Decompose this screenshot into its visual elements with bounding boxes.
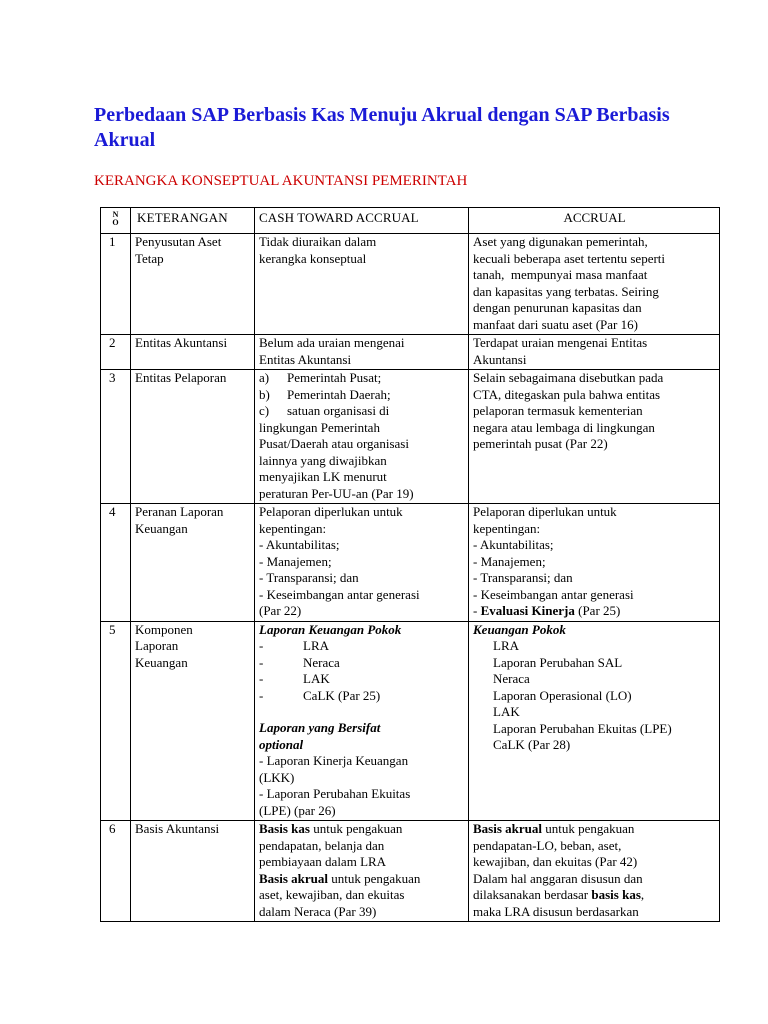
accrual-line: Pelaporan diperlukan untuk	[473, 504, 617, 519]
list-marker: a)	[259, 370, 270, 385]
spacer	[259, 704, 465, 720]
accrual-line: CTA, ditegaskan pula bahwa entitas	[473, 386, 661, 402]
cta-line: - Transparansi; dan	[259, 570, 359, 585]
bold-term: Basis kas	[259, 821, 310, 836]
row-keterangan: Basis Akuntansi	[131, 821, 255, 922]
cta-line: - Laporan Perubahan Ekuitas	[259, 786, 411, 801]
accrual-line: manfaat dari suatu aset (Par 16)	[473, 316, 638, 332]
cta-line: peraturan Per-UU-an (Par 19)	[259, 485, 414, 501]
accrual-line: maka LRA disusun berdasarkan	[473, 903, 639, 919]
accrual-line: - Keseimbangan antar generasi	[473, 586, 634, 602]
list-text: LRA	[303, 638, 329, 653]
list-text: LAK	[303, 671, 330, 686]
cta-list-item	[259, 671, 465, 688]
accrual-line-evaluasi	[473, 603, 716, 620]
accrual-line: - Manajemen;	[473, 553, 546, 569]
cta-line: Pelaporan diperlukan untuk	[259, 504, 403, 519]
cta-line: (LPE) (par 26)	[259, 802, 336, 818]
cta-line: Tidak diuraikan dalam	[259, 234, 377, 249]
accrual-item: Neraca	[493, 671, 530, 686]
bold-term: basis kas	[591, 887, 641, 902]
header-no-bottom: O	[112, 218, 119, 227]
table-row	[101, 821, 720, 922]
accrual-line: negara atau lembaga di lingkungan	[473, 419, 655, 435]
cta-line: dalam Neraca (Par 39)	[259, 903, 377, 919]
table-header-row	[101, 208, 720, 234]
comparison-table	[100, 207, 720, 922]
list-text: Neraca	[303, 654, 340, 670]
line-text: dilaksanakan berdasar	[473, 887, 592, 902]
row-number: 2	[101, 335, 131, 370]
cta-line: Entitas Akuntansi	[259, 351, 352, 367]
cta-line: aset, kewajiban, dan ekuitas	[259, 887, 405, 902]
accrual-line: - Transparansi; dan	[473, 570, 573, 585]
accrual-line: kewajiban, dan ekuitas (Par 42)	[473, 854, 638, 869]
cta-list-item	[259, 688, 465, 705]
cta-line: - Akuntabilitas;	[259, 537, 340, 552]
cta-line: menyajikan LK menurut	[259, 469, 387, 484]
accrual-line: dengan penurunan kapasitas dan	[473, 300, 642, 315]
table-row	[101, 370, 720, 504]
bold-term: Basis akrual	[259, 870, 328, 886]
accrual-item: LRA	[493, 638, 519, 653]
accrual-item: CaLK (Par 28)	[493, 737, 571, 752]
cta-line: - Keseimbangan antar generasi	[259, 586, 420, 602]
cta-list-item-c	[259, 403, 465, 420]
table-row	[101, 234, 720, 335]
accrual-line: tanah, mempunyai masa manfaat	[473, 267, 648, 282]
row-cta	[255, 370, 469, 504]
line-text: untuk pengakuan	[309, 821, 403, 836]
accrual-line: Terdapat uraian mengenai Entitas	[473, 335, 648, 350]
line-text: untuk pengakuan	[328, 870, 421, 886]
keterangan-line: Komponen	[135, 621, 193, 637]
row-cta	[255, 821, 469, 922]
list-marker: c)	[259, 403, 270, 418]
cta-line: kerangka konseptual	[259, 250, 367, 266]
header-cta: CASH TOWARD ACCRUAL	[255, 208, 469, 234]
accrual-item: Laporan Operasional (LO)	[493, 687, 632, 703]
dash-prefix: -	[473, 603, 481, 618]
accrual-line-basis-kas: dilaksanakan berdasar basis kas,	[473, 887, 645, 902]
row-number: 5	[101, 621, 131, 821]
page-title: Perbedaan SAP Berbasis Kas Menuju Akrual dengan SAP Berbasis Akrual	[94, 104, 670, 151]
row-accrual	[469, 621, 720, 821]
reference: (Par 25)	[574, 603, 621, 618]
cta-line: - Manajemen;	[259, 553, 332, 569]
row-keterangan: Penyusutan Aset Tetap	[131, 234, 255, 335]
row-accrual	[469, 370, 720, 504]
list-marker: b)	[259, 386, 270, 402]
header-no	[101, 208, 131, 234]
accrual-heading: Keuangan Pokok	[473, 621, 566, 637]
cta-line: kepentingan:	[259, 520, 327, 536]
cta-line: lingkungan Pemerintah	[259, 419, 380, 435]
row-number: 3	[101, 370, 131, 504]
list-text: Pemerintah Pusat;	[287, 370, 382, 385]
list-dash: -	[259, 671, 264, 686]
row-number: 6	[101, 821, 131, 922]
row-accrual	[469, 335, 720, 370]
cta-line: lainnya yang diwajibkan	[259, 452, 387, 468]
accrual-line: Dalam hal anggaran disusun dan	[473, 870, 643, 886]
cta-line: Pusat/Daerah atau organisasi	[259, 436, 409, 451]
cta-list-item	[259, 638, 465, 655]
row-accrual	[469, 821, 720, 922]
list-text: CaLK (Par 25)	[303, 687, 381, 703]
accrual-line: pelaporan termasuk kementerian	[473, 403, 643, 418]
cta-line: Belum ada uraian mengenai	[259, 335, 405, 350]
row-accrual	[469, 504, 720, 622]
keterangan-line: Keuangan	[135, 654, 188, 670]
row-number: 4	[101, 504, 131, 622]
list-text: Pemerintah Daerah;	[287, 386, 391, 402]
accrual-item: Laporan Perubahan Ekuitas (LPE)	[493, 720, 672, 736]
keterangan-line: Laporan	[135, 638, 179, 653]
cta-line: pendapatan, belanja dan	[259, 837, 385, 853]
bold-term: Evaluasi Kinerja	[480, 603, 575, 618]
cta-line: - Laporan Kinerja Keuangan	[259, 753, 409, 768]
row-keterangan	[131, 621, 255, 821]
header-no-top: N	[112, 210, 119, 219]
cta-heading: Laporan Keuangan Pokok	[259, 621, 402, 637]
accrual-line: pendapatan-LO, beban, aset,	[473, 837, 622, 853]
header-keterangan: KETERANGAN	[131, 208, 255, 234]
list-text: satuan organisasi di	[287, 403, 390, 418]
accrual-line: kepentingan:	[473, 520, 541, 536]
row-number: 1	[101, 234, 131, 335]
cta-list-item-b	[259, 387, 465, 404]
cta-heading: optional	[259, 736, 304, 752]
cta-line: (Par 22)	[259, 603, 302, 618]
list-dash: -	[259, 638, 264, 653]
line-text: untuk pengakuan	[542, 821, 635, 836]
cta-line: pembiayaan dalam LRA	[259, 854, 387, 869]
accrual-line: Selain sebagaimana disebutkan pada	[473, 370, 664, 385]
accrual-item: LAK	[493, 704, 520, 719]
bold-term: Basis akrual	[473, 821, 542, 836]
accrual-line: pemerintah pusat (Par 22)	[473, 436, 608, 451]
accrual-line: dan kapasitas yang terbatas. Seiring	[473, 283, 659, 299]
cta-line-basis-kas	[259, 821, 465, 838]
accrual-line: kecuali beberapa aset tertentu seperti	[473, 250, 666, 266]
cta-line: (LKK)	[259, 769, 295, 785]
cta-list-item	[259, 655, 465, 672]
table-row	[101, 621, 720, 821]
header-accrual: ACCRUAL	[469, 208, 720, 234]
row-accrual	[469, 234, 720, 335]
row-cta	[255, 504, 469, 622]
cta-line-basis-akrual	[259, 871, 465, 888]
accrual-line: - Akuntabilitas;	[473, 537, 554, 552]
accrual-line: Aset yang digunakan pemerintah,	[473, 234, 648, 249]
accrual-line: Akuntansi	[473, 351, 527, 367]
row-cta	[255, 621, 469, 821]
cta-list-item-a	[259, 370, 465, 387]
row-cta	[255, 335, 469, 370]
cta-heading: Laporan yang Bersifat	[259, 720, 381, 735]
row-cta	[255, 234, 469, 335]
list-dash: -	[259, 654, 264, 670]
section-subtitle: KERANGKA KONSEPTUAL AKUNTANSI PEMERINTAH	[94, 173, 468, 189]
table-row	[101, 504, 720, 622]
row-keterangan: Peranan Laporan Keuangan	[131, 504, 255, 622]
accrual-item: Laporan Perubahan SAL	[493, 654, 623, 670]
row-keterangan: Entitas Pelaporan	[131, 370, 255, 504]
list-dash: -	[259, 687, 264, 703]
table-row	[101, 335, 720, 370]
row-keterangan: Entitas Akuntansi	[131, 335, 255, 370]
accrual-line-basis-akrual	[473, 821, 716, 838]
